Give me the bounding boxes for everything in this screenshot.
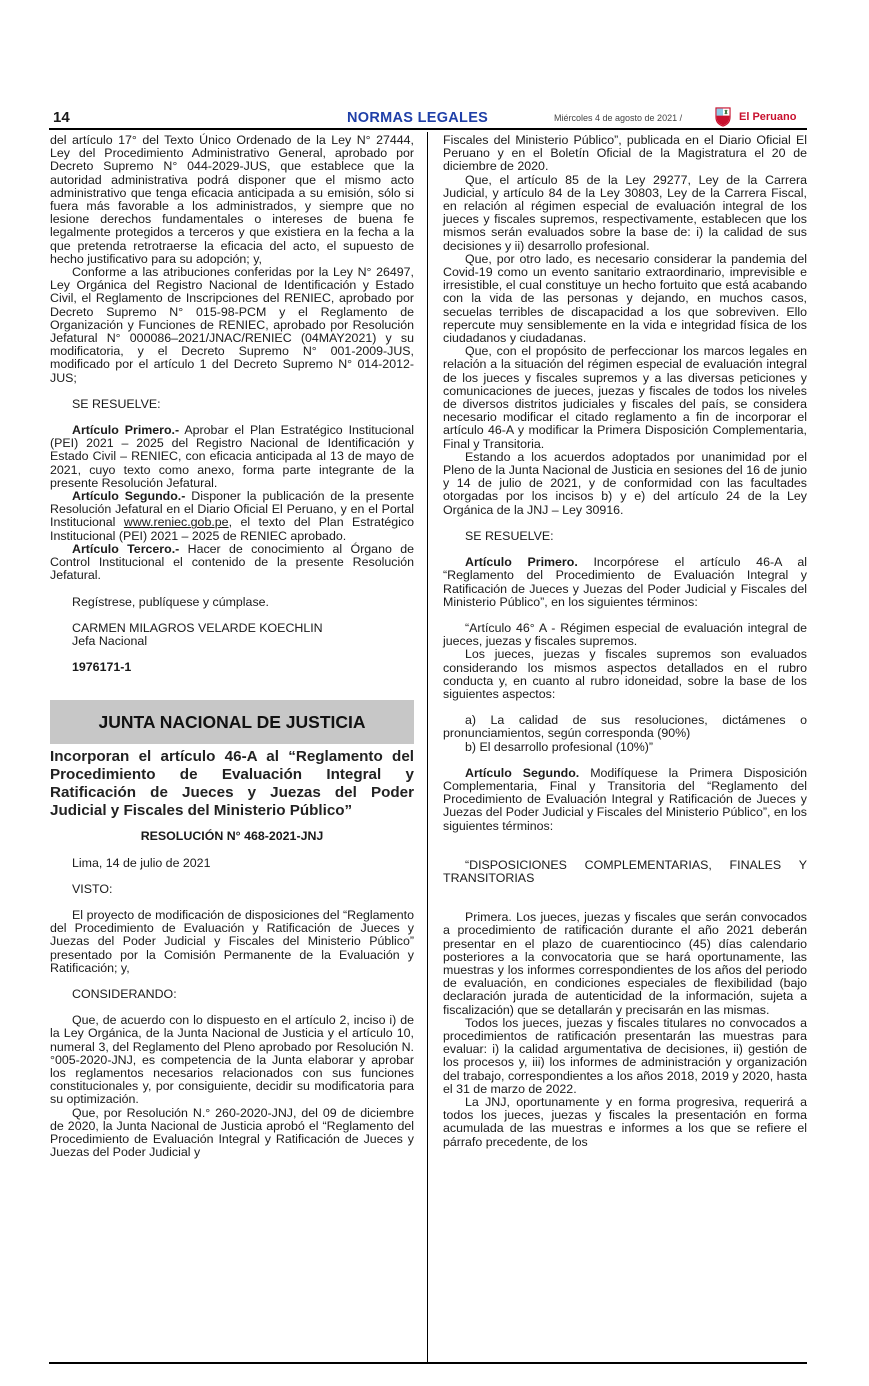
paragraph: Primera. Los jueces, juezas y fiscales que serán convocados a procedimiento de ratificación durante el año 2021 deberán presentar en el plazo de cuarentiocinco (45) días calendario posteriores a la convocatoria que se hará oportunamente, las muestras y los informes correspondientes de los años del periodo de evaluación, en condiciones especiales de flexibilidad (bajo declaración jurada de autenticidad de la información, sujeta a fiscalización) que se detallarán y precisarán en las mismas.: [443, 910, 807, 1017]
dispositions-title: “DISPOSICIONES COMPLEMENTARIAS, FINALES Y TRANSITORIAS: [443, 857, 807, 885]
document-code: 1976171-1: [72, 660, 132, 675]
paragraph: La JNJ, oportunamente y en forma progresiva, requerirá a todos los jueces, juezas y fiscales la presentación en forma acumulada de las muestras e informes a los que se refiere el párrafo precedente, de los: [443, 1095, 807, 1149]
resolve-heading: SE RESUELVE:: [72, 396, 161, 411]
paragraph: Que, por Resolución N.° 260-2020-JNJ, del 09 de diciembre de 2020, la Junta Nacional de Justicia aprobó el “Reglamento del Procedimiento de Evaluación Integral y Ratificación de Jueces y Juezas del Poder Judicial y: [50, 1105, 414, 1160]
paragraph: Que, de acuerdo con lo dispuesto en el artículo 2, inciso i) de la Ley Orgánica, de la Junta Nacional de Justicia y el artículo 10, numeral 3, del Reglamento del Pleno aprobado por Resolución N.°005-2020-JNJ, es competencia de la Junta elaborar y aprobar los reglamentos necesarios relacionados con sus funciones constitucionales y, por consiguiente, decidir su modificatoria para su optimización.: [50, 1013, 414, 1107]
article-text: Hacer de conocimiento al Órgano de Control Institucional el contenido de la presente Resolución Jefatural.: [50, 541, 414, 583]
paragraph: Conforme a las atribuciones conferidas por la Ley N° 26497, Ley Orgánica del Registro Nacional de Identificación y Estado Civil, el Reglamento de Inscripciones del RENIEC, aprobado por Decreto Supremo N° 015-98-PCM y el Reglamento de Organización y Funciones de RENIEC, aprobado por Resolución Jefatural N° 000086–2021/JNAC/RENIEC (04MAY2021) y su modificatoria, y el Decreto Supremo N° 001-2009-JUS, modificado por el artículo 1 del Decreto Supremo N° 014-2012-JUS;: [50, 265, 414, 385]
signer-title: Jefa Nacional: [72, 633, 148, 648]
column-divider: [427, 132, 428, 1364]
peru-coat-of-arms-icon: [711, 105, 735, 127]
article-label: Artículo Segundo.-: [72, 489, 186, 504]
closing-line: Regístrese, publíquese y cúmplase.: [72, 594, 269, 609]
paragraph: Que, por otro lado, es necesario considerar la pandemia del Covid-19 como un evento sanitario extraordinario, imprevisible e irresistible, el cual constituye un hecho fortuito que está acabando con la vida de las personas y dejando, en muchos casos, secuelas terribles de discapacidad a los que sobreviven. Ello repercute muy sensiblemente en la vida e integridad física de los ciudadanos y ciudadanas.: [443, 251, 807, 346]
article-paragraph: [50, 543, 414, 583]
paragraph: Fiscales del Ministerio Público”, publicada en el Diario Oficial El Peruano y en el Boletín Oficial de la Magistratura el 20 de diciembre de 2020.: [443, 133, 807, 174]
article-46a-title: “Artículo 46° A - Régimen especial de evaluación integral de jueces, juezas y fiscales supremos.: [443, 620, 807, 649]
right-column: [443, 134, 807, 1149]
bottom-rule: [49, 1362, 807, 1364]
article-text: , el texto del Plan Estratégico Institucional (PEI) 2021 – 2025 de RENIEC aprobado.: [50, 515, 415, 543]
publication-name: El Peruano: [739, 111, 797, 123]
article-label: Artículo Tercero.-: [72, 541, 180, 556]
article-label: Artículo Segundo.: [465, 765, 580, 780]
page-header: [49, 104, 807, 130]
paragraph: El proyecto de modificación de disposiciones del “Reglamento del Procedimiento de Evaluación y Ratificación de Jueces y Juezas del Poder Judicial y Fiscales del Ministerio Público” presentado por la Comisión Permanente de la Evaluación y Ratificación; y,: [50, 907, 414, 975]
visto-heading: VISTO:: [72, 881, 113, 896]
norm-title: Incorporan el artículo 46-A al “Reglamento del Procedimiento de Evaluación Integral y Ratificación de Jueces y Juezas del Poder Judicial y Fiscales del Ministerio Público”: [50, 748, 414, 820]
issue-date: Miércoles 4 de agosto de 2021 /: [554, 113, 683, 123]
article-label: Artículo Primero.: [465, 555, 578, 570]
page-number: 14: [53, 109, 70, 126]
article-paragraph: [443, 556, 807, 609]
place-date: Lima, 14 de julio de 2021: [72, 855, 211, 870]
paragraph: Los jueces, juezas y fiscales supremos son evaluados considerando los mismos aspectos detallados en el rubro conducta y, en cuanto al rubro idoneidad, sobre la base de los siguientes aspectos:: [443, 647, 807, 701]
resolution-number: RESOLUCIÓN N° 468-2021-JNJ: [140, 829, 324, 844]
organization-banner: JUNTA NACIONAL DE JUSTICIA: [50, 700, 414, 744]
article-paragraph: [50, 490, 414, 543]
article-text: Disponer la publicación de la presente Resolución Jefatural en el Diario Oficial El Peruano, y en el Portal Institucional: [50, 489, 414, 530]
section-name: NORMAS LEGALES: [347, 110, 489, 126]
article-paragraph: [443, 767, 807, 833]
paragraph: Que, con el propósito de perfeccionar los marcos legales en relación a la situación del régimen especial de evaluación integral de los jueces y fiscales supremos y a las diversas peticiones y comunicaciones de jueces, juezas y fiscales de todos los niveles de diversos distritos judiciales y fiscales del país, se considera necesario modificar el citado reglamento a fin de incorporar el artículo 46-A y modificar la Primera Disposición Complementaria, Final y Transitoria.: [443, 344, 807, 451]
header-rule: [49, 128, 807, 130]
paragraph: Estando a los acuerdos adoptados por unanimidad por el Pleno de la Junta Nacional de Justicia en sesiones del 16 de junio y 14 de julio de 2021, y de conformidad con las facultades otorgadas por los incisos b) y e) del artículo 24 de la Ley Orgánica de la JNJ – Ley 30916.: [443, 449, 807, 517]
paragraph: Todos los jueces, juezas y fiscales titulares no convocados a procedimientos de ratificación presentarán las muestras para evaluar: i) la calidad argumentativa de decisiones, ii) gestión de los procesos y, iii) los informes de administración y organización del trabajo, correspondientes a los años 2018, 2019 y 2020, hasta el 31 de marzo de 2022.: [443, 1015, 807, 1096]
list-item: a) La calidad de sus resoluciones, dictámenes o pronunciamientos, según corresponda (90%): [443, 713, 807, 741]
article-text: Modifíquese la Primera Disposición Complementaria, Final y Transitoria del “Reglamento del Procedimiento de Evaluación Integral y Ratificación de Jueces y Juezas del Poder Judicial y Fiscales del Ministerio Público”, en los siguientes términos:: [443, 765, 807, 833]
considerando-heading: CONSIDERANDO:: [72, 986, 177, 1001]
article-text: Incorpórese el artículo 46-A al “Reglamento del Procedimiento de Evaluación Integral y Ratificación de Jueces y Juezas del Poder Judicial y Fiscales del Ministerio Público”, en los siguientes términos:: [443, 555, 807, 609]
resolve-heading: SE RESUELVE:: [465, 528, 554, 543]
article-label: Artículo Primero.-: [72, 423, 180, 438]
paragraph: Que, el artículo 85 de la Ley 29277, Ley de la Carrera Judicial, y artículo 84 de la Ley 30803, Ley de la Carrera Fiscal, en relación al régimen especial de evaluación integral de los jueces y fiscales supremos, respectivamente, establecen que los mismos serán evaluados sobre la base de: i) la calidad de sus decisiones y ii) desarrollo profesional.: [443, 172, 807, 253]
list-item: b) El desarrollo profesional (10%)”: [465, 739, 654, 754]
left-column: [50, 134, 414, 1159]
reniec-link[interactable]: www.reniec.gob.pe: [123, 515, 229, 530]
paragraph: del artículo 17° del Texto Único Ordenado de la Ley N° 27444, Ley del Procedimiento Administrativo General, aprobado por Decreto Supremo N° 044-2029-JUS, que establece que la autoridad administrativa podrá disponer que el mismo acto administrativo que tenga eficacia anticipada a su emisión, sólo si fuera más favorable a los administrados, y siempre que no lesione derechos fundamentales o intereses de buena fe legalmente protegidos a terceros y que existiera en la fecha a la que pretenda retrotraerse la eficacia del acto, el supuesto de hecho justificativo para su adopción; y,: [50, 133, 414, 266]
article-text: Aprobar el Plan Estratégico Institucional (PEI) 2021 – 2025 del Registro Nacional de Identificación y Estado Civil – RENIEC, con eficacia anticipada al 13 de mayo de 2021, cuyo texto como anexo, forma parte integrante de la presente Resolución Jefatural.: [50, 423, 415, 490]
signer-name: CARMEN MILAGROS VELARDE KOECHLIN: [72, 620, 323, 635]
article-paragraph: [50, 424, 414, 490]
